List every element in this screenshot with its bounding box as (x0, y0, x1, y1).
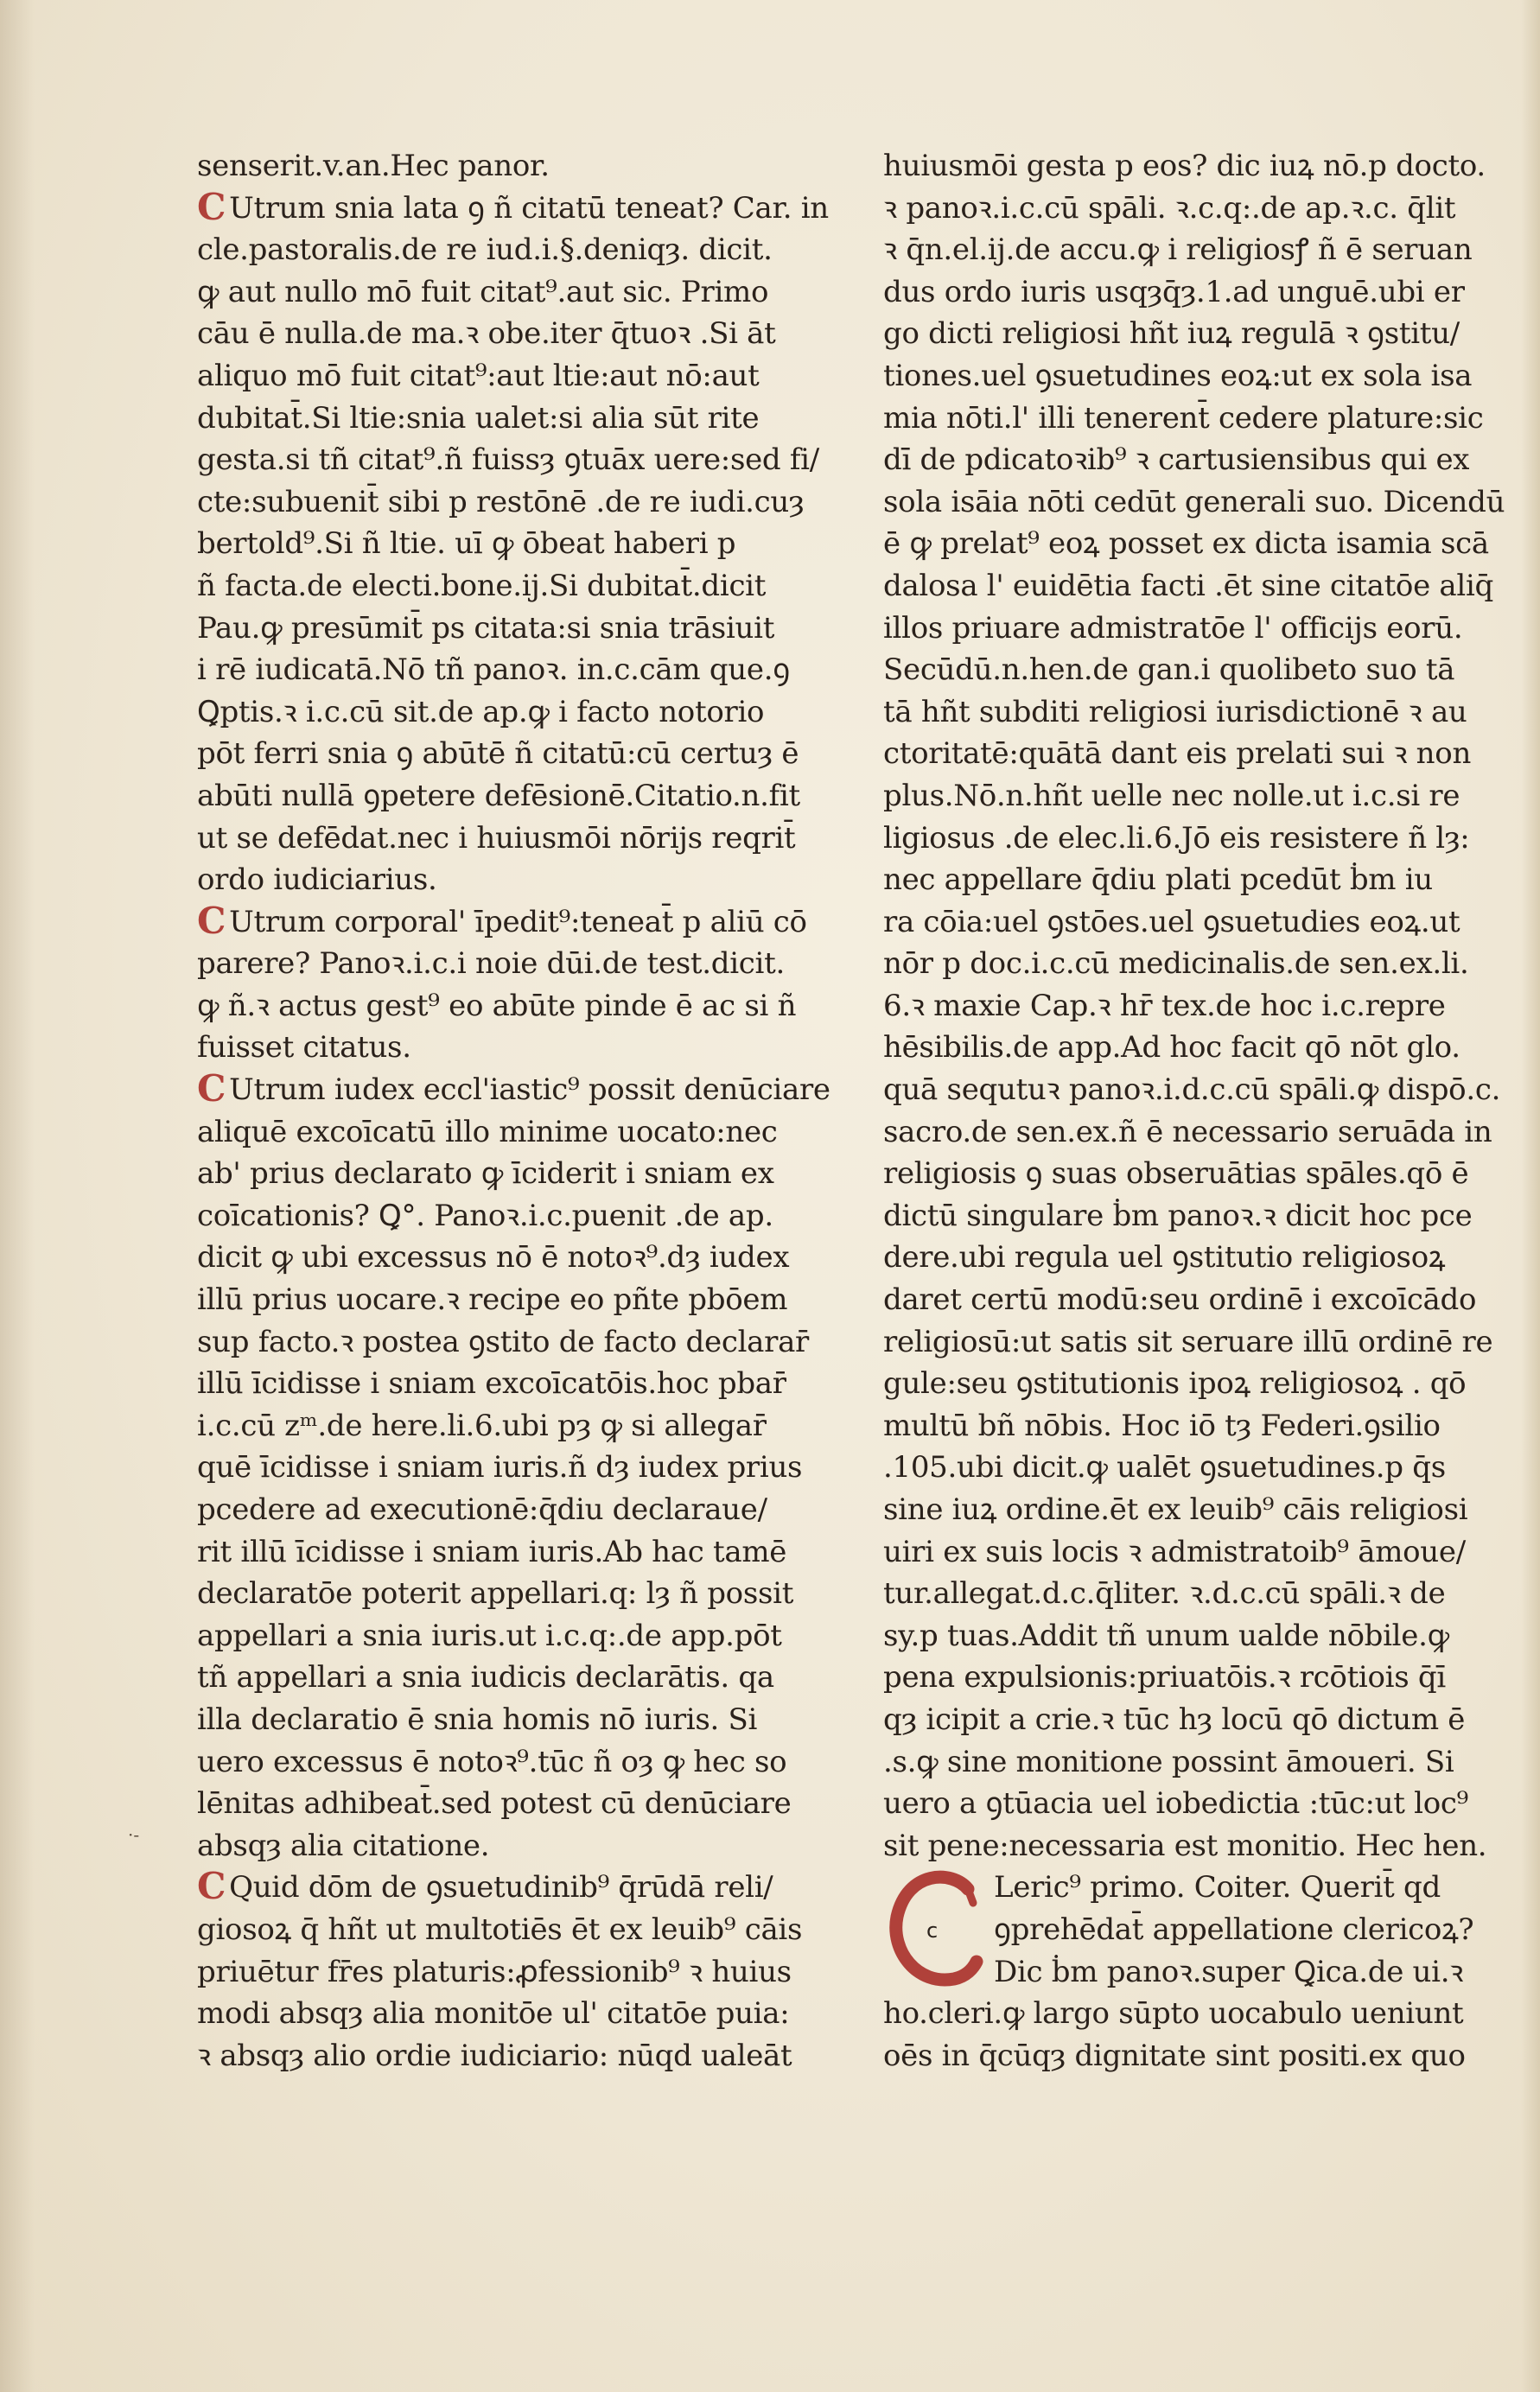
text-line (197, 1279, 854, 1321)
text-line (197, 1657, 854, 1699)
paragraph-start-line (197, 901, 854, 944)
line-text: gule:seu ꝯstitutionis ipoꝝ religiosoꝝ . qō (883, 1366, 1467, 1402)
text-line (197, 1489, 854, 1531)
line-text: tur.allegat.d.c.q̄liter. ꝛ.d.c.cū spāli.ꝛ de (883, 1576, 1446, 1612)
text-line (197, 817, 854, 860)
text-line (197, 1993, 854, 2035)
text-line (883, 188, 1527, 230)
line-text: illū īcidisse i sniam excoīcatōis.hoc pbar̄ (197, 1366, 786, 1402)
text-line (883, 608, 1527, 650)
text-line (883, 1111, 1527, 1154)
line-text: ꝛ panoꝛ.i.c.cū spāli. ꝛ.c.q:.de ap.ꝛ.c. q̄lit (883, 190, 1456, 226)
line-text: Quid dōm de ꝯsuetudinib⁹ q̄rūdā reli/ (229, 1870, 773, 1905)
line-text: gesta.si tñ citat⁹.ñ fuissȝ ꝯtuāx uere:sed fi/ (197, 442, 819, 478)
paragraph-start-line (197, 188, 854, 230)
right-text-column (883, 145, 1527, 2077)
line-text: uero a ꝯtūacia uel iobedictia :tūc:ut loc⁹ (883, 1786, 1468, 1822)
line-text: quē īcidisse i sniam iuris.ñ dȝ iudex prius (197, 1450, 803, 1485)
text-line (883, 398, 1527, 440)
text-line (883, 859, 1527, 901)
text-line (883, 691, 1527, 734)
text-line (883, 1531, 1527, 1574)
line-text: ꝛ q̄n.el.ij.de accu.ꝙ i religiosꝭ ñ ē seruan (883, 232, 1473, 268)
text-line (197, 398, 854, 440)
text-line (197, 145, 854, 188)
line-text: ra cōia:uel ꝯstōes.uel ꝯsuetudies eoꝝ.ut (883, 904, 1460, 939)
line-text: fuisset citatus. (197, 1030, 411, 1066)
line-text: pena expulsionis:priuatōis.ꝛ rcōtiois q̄ī (883, 1660, 1446, 1695)
text-line (883, 1195, 1527, 1237)
line-text: ꝯprehēdat̄ appellatione clericoꝝ? (994, 1912, 1474, 1947)
line-text: 6.ꝛ maxie Cap.ꝛ hr̄ tex.de hoc i.c.repre (883, 988, 1446, 1023)
line-text: dictū singulare ḃm panoꝛ.ꝛ dicit hoc pce (883, 1198, 1473, 1233)
text-line (883, 565, 1527, 608)
text-line (883, 1027, 1527, 1069)
page-gutter-shadow (0, 0, 35, 2392)
line-text: qȝ icipit a crie.ꝛ tūc hȝ locū qō dictum ē (883, 1702, 1466, 1737)
text-line (883, 733, 1527, 775)
line-text: sine iuꝝ ordine.ēt ex leuib⁹ cāis religiosi (883, 1492, 1468, 1527)
text-line (197, 1363, 854, 1405)
text-line (883, 1321, 1527, 1364)
text-line (883, 1489, 1527, 1531)
line-text: nōr p doc.i.c.cū medicinalis.de sen.ex.li. (883, 946, 1469, 982)
text-line (883, 649, 1527, 691)
text-line (883, 271, 1527, 314)
left-text-column (197, 145, 854, 2077)
line-text: ligiosus .de elec.li.6.Jō eis resistere ñ lȝ: (883, 820, 1470, 856)
line-text: priuētur fr̄es platuris:ꝓfessionib⁹ ꝛ huius (197, 1954, 792, 1989)
rubric-paragraph-mark: C (197, 900, 226, 942)
line-text: ab' prius declarato ꝙ īciderit i sniam ex (197, 1156, 774, 1192)
line-text: cte:subuenit̄ sibi p restōnē .de re iudi.cuȝ (197, 484, 805, 519)
text-line (197, 1573, 854, 1615)
text-line (883, 229, 1527, 271)
line-text: .105.ubi dicit.ꝙ ualēt ꝯsuetudines.p q̄s (883, 1450, 1446, 1485)
text-line (197, 229, 854, 271)
text-line (883, 943, 1527, 985)
text-line (197, 733, 854, 775)
text-line (883, 1405, 1527, 1447)
line-text: Utrum corporal' īpedit⁹:teneat̄ p aliū cō (229, 904, 807, 939)
text-line (197, 985, 854, 1027)
text-line (883, 481, 1527, 524)
guide-letter: c (926, 1918, 938, 1944)
line-text: ho.cleri.ꝙ largo sūpto uocabulo ueniunt (883, 1996, 1464, 2032)
line-text: dalosa l' euidētia facti .ēt sine citatōe aliq̄ (883, 568, 1494, 603)
text-line (197, 1531, 854, 1574)
line-text: Leric⁹ primo. Coiter. Querit̄ qd (994, 1870, 1441, 1905)
text-line (883, 355, 1527, 398)
line-text: coīcationis? Ꝗ°. Panoꝛ.i.c.puenit .de ap. (197, 1198, 773, 1233)
line-text: Secūdū.n.hen.de gan.i quolibeto suo tā (883, 652, 1455, 688)
text-line (197, 943, 854, 985)
text-line (883, 1237, 1527, 1279)
line-text: dī de pdicatoꝛib⁹ ꝛ cartusiensibus qui ex (883, 442, 1470, 478)
line-text: cāu ē nulla.de ma.ꝛ obe.iter q̄tuoꝛ .Si āt (197, 316, 776, 352)
line-text: ē ꝙ prelat⁹ eoꝝ posset ex dicta isamia scā (883, 526, 1489, 562)
text-line (883, 775, 1527, 817)
text-line (197, 439, 854, 481)
text-line (197, 1027, 854, 1069)
line-text: mia nōti.l' illi tenerent̄ cedere plature:sic (883, 400, 1484, 436)
text-line (883, 1657, 1527, 1699)
line-text: go dicti religiosi hñt iuꝝ regulā ꝛ ꝯstitu/ (883, 316, 1460, 352)
text-line (883, 817, 1527, 860)
line-text: dubitat̄.Si ltie:snia ualet:si alia sūt rite (197, 400, 760, 436)
line-text: sup facto.ꝛ postea ꝯstito de facto declarar̄ (197, 1324, 809, 1359)
text-line (883, 1615, 1527, 1657)
paragraph-start-line (197, 1867, 854, 1909)
line-text: dicit ꝙ ubi excessus nō ē notoꝛ⁹.dȝ iudex (197, 1240, 790, 1276)
text-line (197, 1909, 854, 1951)
text-line (197, 565, 854, 608)
line-text: aliquē excoīcatū illo minime uocato:nec (197, 1114, 778, 1149)
text-line (197, 2035, 854, 2077)
margin-mark: ·- (128, 1824, 140, 1845)
text-line (197, 859, 854, 901)
paragraph-start-line (197, 1069, 854, 1111)
line-text: cle.pastoralis.de re iud.i.§.deniqȝ. dicit. (197, 232, 773, 268)
line-text: ordo iudiciarius. (197, 862, 437, 898)
line-text: parere? Panoꝛ.i.c.i noie dūi.de test.dicit. (197, 946, 785, 982)
line-text: religiosū:ut satis sit seruare illū ordinē re (883, 1324, 1493, 1359)
line-text: bertold⁹.Si ñ ltie. uī ꝙ ōbeat haberi p (197, 526, 736, 562)
line-text: ñ facta.de electi.bone.ij.Si dubitat̄.dicit (197, 568, 767, 603)
line-text: illos priuare admistratōe l' officijs eorū. (883, 610, 1463, 646)
line-text: quā sequtuꝛ panoꝛ.i.d.c.cū spāli.ꝙ dispō.c. (883, 1072, 1501, 1108)
line-text: tā hñt subditi religiosi iurisdictionē ꝛ au (883, 694, 1467, 729)
text-line (883, 901, 1527, 944)
line-text: religiosis ꝯ suas obseruātias spāles.qō ē (883, 1156, 1469, 1192)
line-text: Pau.ꝙ presūmit̄ ps citata:si snia trāsiuit (197, 610, 775, 646)
decorated-initial-c (883, 1865, 987, 1990)
text-line (883, 1741, 1527, 1784)
line-text: Utrum iudex eccl'iastic⁹ possit denūciare (229, 1072, 830, 1108)
line-text: rit illū īcidisse i sniam iuris.Ab hac tamē (197, 1534, 787, 1569)
line-text: abūti nullā ꝯpetere defēsionē.Citatio.n.fit (197, 778, 800, 813)
line-text: declaratōe poterit appellari.q: lȝ ñ possit (197, 1576, 794, 1612)
text-line (197, 1741, 854, 1784)
text-line (197, 355, 854, 398)
text-line (197, 649, 854, 691)
text-line (883, 1825, 1527, 1867)
line-text: plus.Nō.n.hñt uelle nec nolle.ut i.c.si re (883, 778, 1460, 813)
text-line (197, 271, 854, 314)
text-line (883, 313, 1527, 355)
text-line (883, 1363, 1527, 1405)
line-text: absqȝ alia citatione. (197, 1828, 490, 1863)
line-text: lēnitas adhibeat̄.sed potest cū denūciare (197, 1786, 792, 1822)
line-text: hēsibilis.de app.Ad hoc facit qō nōt glo. (883, 1030, 1460, 1066)
text-line (883, 2035, 1527, 2077)
line-text: aliquo mō fuit citat⁹:aut ltie:aut nō:aut (197, 358, 760, 393)
line-text: tñ appellari a snia iudicis declarātis. qa (197, 1660, 774, 1695)
text-line (197, 1237, 854, 1279)
line-text: senserit.v.an.Hec panor. (197, 149, 550, 183)
line-text: Dic ḃm panoꝛ.super Ꝗica.de ui.ꝛ (994, 1954, 1464, 1989)
text-line (197, 313, 854, 355)
text-line (883, 1153, 1527, 1195)
line-text: daret certū modū:seu ordinē i excoīcādo (883, 1282, 1477, 1318)
rubric-paragraph-mark: C (197, 187, 226, 228)
rubric-paragraph-mark: C (197, 1867, 226, 1908)
line-text: sy.p tuas.Addit tñ unum ualde nōbile.ꝙ (883, 1618, 1449, 1653)
text-line (197, 1195, 854, 1237)
line-text: illū prius uocare.ꝛ recipe eo pñte pbōem (197, 1282, 788, 1318)
text-line (883, 1699, 1527, 1741)
text-line (197, 775, 854, 817)
line-text: appellari a snia iuris.ut i.c.q:.de app.pōt (197, 1618, 782, 1653)
line-text: multū bñ nōbis. Hoc iō tȝ Federi.ꝯsilio (883, 1408, 1441, 1443)
text-line (197, 481, 854, 524)
text-line (883, 1783, 1527, 1825)
text-line (883, 985, 1527, 1027)
text-line (197, 1321, 854, 1364)
line-text: ut se defēdat.nec i huiusmōi nōrijs reqrit̄ (197, 820, 796, 856)
line-text: uiri ex suis locis ꝛ admistratoib⁹ āmoue/ (883, 1534, 1466, 1569)
line-text: pōt ferri snia ꝯ abūtē ñ citatū:cū certuȝ ē (197, 736, 799, 772)
line-text: ꝙ aut nullo mō fuit citat⁹.aut sic. Primo (197, 274, 769, 309)
rubric-paragraph-mark: C (197, 1069, 226, 1110)
line-text: uero excessus ē notoꝛ⁹.tūc ñ oȝ ꝙ hec so (197, 1744, 787, 1779)
text-line (883, 1279, 1527, 1321)
line-text: Ꝗptis.ꝛ i.c.cū sit.de ap.ꝙ i facto notorio (197, 694, 765, 729)
text-line (197, 608, 854, 650)
line-text: dere.ubi regula uel ꝯstitutio religiosoꝝ (883, 1240, 1446, 1276)
text-line (197, 1111, 854, 1154)
line-text: tiones.uel ꝯsuetudines eoꝝ:ut ex sola isa (883, 358, 1473, 393)
line-text: huiusmōi gesta p eos? dic iuꝝ nō.p docto. (883, 149, 1486, 183)
text-line (197, 1699, 854, 1741)
line-text: ꝛ absqȝ alio ordie iudiciario: nūqd ualeāt (197, 2038, 792, 2073)
text-line (883, 1447, 1527, 1489)
text-line (197, 1951, 854, 1994)
text-line (197, 1825, 854, 1867)
line-text: modi absqȝ alia monitōe ul' citatōe puia: (197, 1996, 790, 2032)
line-text: i rē iudicatā.Nō tñ panoꝛ. in.c.cām que.ꝯ (197, 652, 790, 688)
line-text: sit pene:necessaria est monitio. Hec hen. (883, 1828, 1487, 1863)
text-line (197, 1615, 854, 1657)
text-line (883, 1069, 1527, 1111)
text-line (197, 691, 854, 734)
line-text: .s.ꝙ sine monitione possint āmoueri. Si (883, 1744, 1454, 1779)
text-line (883, 145, 1527, 188)
line-text: sacro.de sen.ex.ñ ē necessario seruāda in (883, 1114, 1492, 1149)
line-text: dus ordo iuris usqȝq̄ȝ.1.ad unguē.ubi er (883, 274, 1465, 309)
text-line (883, 1993, 1527, 2035)
line-text: illa declaratio ē snia homis nō iuris. Si (197, 1702, 758, 1737)
text-line (197, 1783, 854, 1825)
line-text: ctoritatē:quātā dant eis prelati sui ꝛ non (883, 736, 1472, 772)
line-text: nec appellare q̄diu plati pcedūt ḃm iu (883, 862, 1433, 898)
line-text: pcedere ad executionē:q̄diu declaraue/ (197, 1492, 767, 1527)
line-text: sola isāia nōti cedūt generali suo. Dicendū (883, 484, 1505, 519)
text-line (197, 523, 854, 565)
text-line (197, 1153, 854, 1195)
text-line (883, 523, 1527, 565)
line-text: ꝙ ñ.ꝛ actus gest⁹ eo abūte pinde ē ac si ñ (197, 988, 797, 1023)
line-text: giosoꝝ q̄ hñt ut multotiēs ēt ex leuib⁹ cāis (197, 1912, 803, 1947)
text-line (883, 1573, 1527, 1615)
line-text: i.c.cū zᵐ.de here.li.6.ubi pȝ ꝙ si allegar̄ (197, 1408, 767, 1443)
line-text: Utrum snia lata ꝯ ñ citatū teneat? Car. in (229, 190, 829, 226)
text-line (197, 1405, 854, 1447)
text-line (883, 439, 1527, 481)
line-text: oēs in q̄cūqȝ dignitate sint positi.ex quo (883, 2038, 1466, 2073)
text-line (197, 1447, 854, 1489)
